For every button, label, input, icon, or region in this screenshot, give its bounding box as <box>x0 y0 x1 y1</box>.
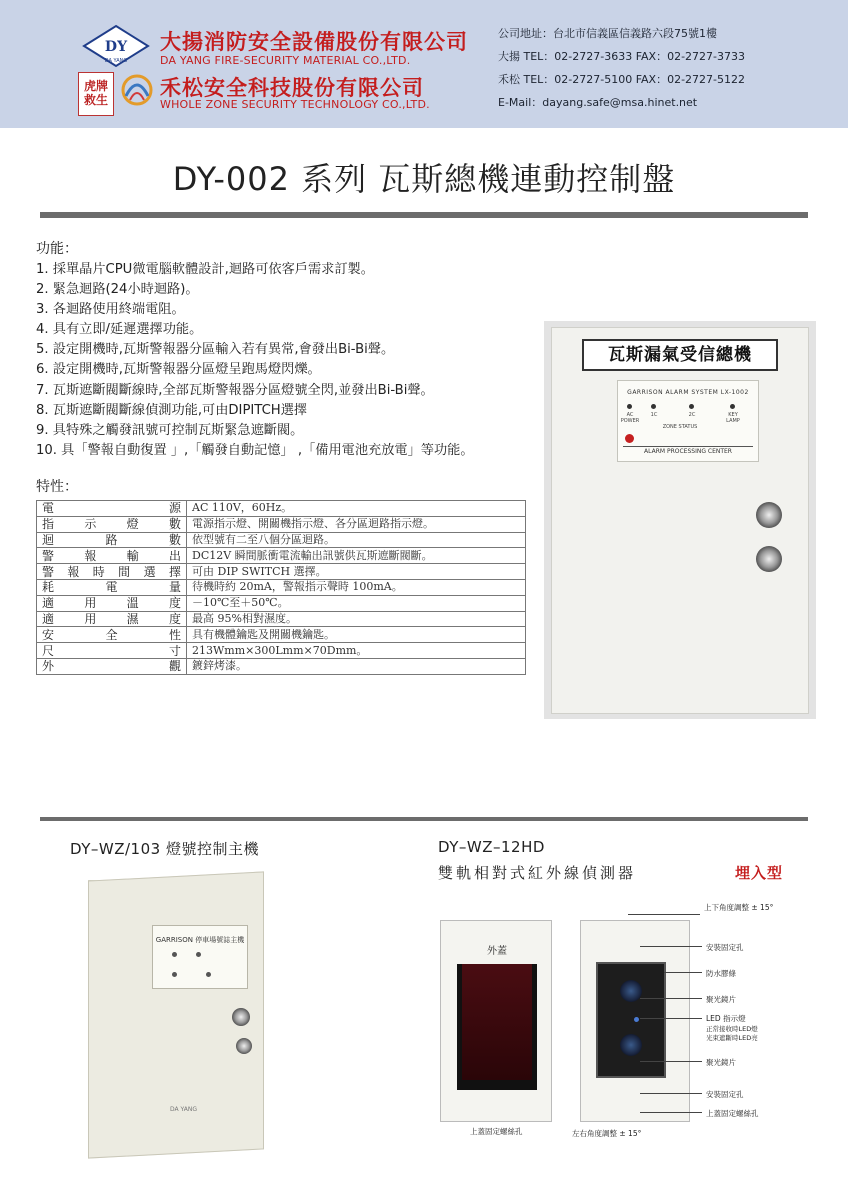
spec-key-char: 警 <box>42 548 55 563</box>
spec-key-char: 寸 <box>168 643 181 658</box>
detector-red-lens <box>462 964 532 1080</box>
window-top-text: GARRISON ALARM SYSTEM LX-1002 <box>627 389 749 396</box>
svg-text:DY: DY <box>104 39 128 55</box>
spec-key <box>37 516 187 532</box>
callout-label: 光束遮斷時LED亮 <box>706 1034 758 1042</box>
callout-line <box>640 1061 702 1062</box>
feature-item: 9. 具特殊之觸發訊號可控制瓦斯緊急遮斷閥。 <box>36 422 304 438</box>
feature-item: 7. 瓦斯遮斷閥斷線時,全部瓦斯警報器分區燈號全閃,並發出Bi-Bi聲。 <box>36 382 434 398</box>
spec-key-char: 耗 <box>42 580 55 595</box>
key-lock-icon <box>756 502 782 528</box>
spec-row <box>37 532 526 548</box>
contact-info <box>498 22 745 114</box>
key-lock-icon <box>236 1038 252 1054</box>
contact-address: 公司地址：台北市信義區信義路六段75號1樓 <box>498 27 717 40</box>
spec-key-char: 警 <box>42 564 55 579</box>
spec-key-char: 報 <box>67 564 80 579</box>
led-icon <box>634 1017 639 1022</box>
spec-key-char: 示 <box>84 517 97 532</box>
spec-key-char: 安 <box>42 627 55 642</box>
spec-key-char: 濕 <box>126 611 139 626</box>
spec-row <box>37 643 526 659</box>
product3-model: DY–WZ–12HD <box>438 838 545 856</box>
title-divider <box>40 212 808 218</box>
spec-key <box>37 658 187 674</box>
reset-button-icon <box>625 434 634 443</box>
spec-key <box>37 501 187 517</box>
callout-line <box>640 1112 702 1113</box>
spec-key-char: 適 <box>42 596 55 611</box>
spec-key-char: 度 <box>168 596 181 611</box>
spec-row <box>37 627 526 643</box>
spec-key-char: 輸 <box>126 548 139 563</box>
spec-row <box>37 501 526 517</box>
spec-key-char: 量 <box>168 580 181 595</box>
dayang-logo-icon <box>82 24 150 68</box>
spec-value: 213Wmm×300Lmm×70Dmm。 <box>187 643 526 659</box>
feature-item: 6. 設定開機時,瓦斯警報器分區燈呈跑馬燈閃爍。 <box>36 362 321 378</box>
spec-key-char: 迴 <box>42 532 55 547</box>
spec-key-char: 性 <box>168 627 181 642</box>
product3-name: 雙軌相對式紅外線偵測器 <box>438 864 637 882</box>
spec-key-char: 間 <box>118 564 131 579</box>
led-icon <box>730 404 735 409</box>
feature-item: 10. 具「警報自動復置 」,「觸發自動記憶」 ,「備用電池充放電」等功能。 <box>36 442 474 458</box>
spec-key-char: 報 <box>84 548 97 563</box>
spec-key <box>37 564 187 580</box>
led-icon <box>627 404 632 409</box>
callout-label: 安裝固定孔 <box>706 943 744 952</box>
key-lock-icon <box>232 1008 250 1026</box>
spec-key-char: 出 <box>168 548 181 563</box>
feature-item: 5. 設定開機時,瓦斯警報器分區輸入若有異常,會發出Bi-Bi聲。 <box>36 342 395 358</box>
callout-label: 安裝固定孔 <box>706 1090 744 1099</box>
company1-name-zh: 大揚消防安全設備股份有限公司 <box>160 30 468 54</box>
spec-key-char: 外 <box>42 659 55 674</box>
cover-caption: 上蓋固定螺絲孔 <box>470 1127 523 1136</box>
spec-value: AC 110V，60Hz。 <box>187 501 526 517</box>
callout-line <box>628 914 700 915</box>
spec-key-char: 度 <box>168 611 181 626</box>
led-label: AC POWER <box>620 412 640 424</box>
spec-row <box>37 579 526 595</box>
spec-key <box>37 595 187 611</box>
callout-line <box>640 998 702 999</box>
callout-line <box>640 1018 702 1019</box>
led-icon <box>196 952 201 957</box>
spec-value: 具有機體鑰匙及開關機鑰匙。 <box>187 627 526 643</box>
controller-panel-text: GARRISON 停車場號誌主機 <box>155 936 245 944</box>
feature-item: 4. 具有立即/延遲選擇功能。 <box>36 322 203 338</box>
led-icon <box>206 972 211 977</box>
spec-value: 電源指示燈、開關機指示燈、各分區迴路指示燈。 <box>187 516 526 532</box>
spec-key <box>37 643 187 659</box>
bottom-caption: 左右角度調整 ± 15° <box>572 1129 642 1138</box>
spec-row <box>37 611 526 627</box>
spec-key-char: 尺 <box>42 643 55 658</box>
spec-key-char: 選 <box>143 564 156 579</box>
spec-key-char: 數 <box>168 517 181 532</box>
company2-name-en: WHOLE ZONE SECURITY TECHNOLOGY CO.,LTD. <box>160 98 430 111</box>
spec-key-char: 用 <box>84 596 97 611</box>
spec-key <box>37 627 187 643</box>
feature-item: 1. 採單晶片CPU微電腦軟體設計,迴路可依客戶需求訂製。 <box>36 262 374 277</box>
feature-item: 3. 各迴路使用終端電阻。 <box>36 302 185 318</box>
spec-key-char: 路 <box>105 532 118 547</box>
led-icon <box>172 972 177 977</box>
callout-line <box>664 972 702 973</box>
spec-key-char: 用 <box>84 611 97 626</box>
callout-label: 聚光鏡片 <box>706 995 736 1004</box>
features-heading: 功能： <box>36 241 78 257</box>
section-divider <box>40 817 808 821</box>
spec-row <box>37 548 526 564</box>
spec-row <box>37 658 526 674</box>
callout-label: 上下角度調整 ± 15° <box>704 903 774 912</box>
zone-status-label: ZONE STATUS <box>662 424 698 430</box>
spec-key-char: 電 <box>42 501 55 516</box>
feature-item: 2. 緊急迴路(24小時迴路)。 <box>36 282 199 298</box>
callout-label: LED 指示燈 <box>706 1014 746 1023</box>
callout-line <box>640 1093 702 1094</box>
feature-item: 8. 瓦斯遮斷閥斷線偵測功能,可由DIPITCH選擇 <box>36 402 308 418</box>
spec-value: 待機時約 20mA，警報指示聲時 100mA。 <box>187 579 526 595</box>
window-bottom-text: ALARM PROCESSING CENTER <box>623 446 753 455</box>
svg-text:DA YANG: DA YANG <box>104 58 128 64</box>
product3-type-badge: 埋入型 <box>735 864 784 882</box>
led-label: KEY LAMP <box>726 412 740 424</box>
callout-label: 防水膠條 <box>706 969 736 978</box>
spec-value: －10℃至＋50℃。 <box>187 595 526 611</box>
specs-table <box>36 500 526 675</box>
spec-value: DC12V 瞬間脈衝電流輸出訊號供瓦斯遮斷閥斷。 <box>187 548 526 564</box>
spec-row <box>37 564 526 580</box>
spec-value: 最高 95%相對濕度。 <box>187 611 526 627</box>
spec-key-char: 溫 <box>126 596 139 611</box>
spec-key-char: 觀 <box>168 659 181 674</box>
spec-key <box>37 548 187 564</box>
spec-key-char: 全 <box>105 627 118 642</box>
spec-key-char: 源 <box>168 501 181 516</box>
led-label: 1C <box>650 412 658 418</box>
callout-label: 聚光鏡片 <box>706 1058 736 1067</box>
spec-row <box>37 595 526 611</box>
specs-heading: 特性： <box>36 479 78 495</box>
header-band <box>0 0 848 128</box>
callout-label: 上蓋固定螺絲孔 <box>706 1109 759 1118</box>
spec-key <box>37 579 187 595</box>
spec-value: 可由 DIP SWITCH 選擇。 <box>187 564 526 580</box>
led-icon <box>172 952 177 957</box>
company2-name-zh: 禾松安全科技股份有限公司 <box>160 76 424 100</box>
features-list <box>36 260 546 461</box>
spec-key-char: 擇 <box>168 564 181 579</box>
contact-email: E-Mail：dayang.safe@msa.hinet.net <box>498 96 698 109</box>
spec-key-char: 適 <box>42 611 55 626</box>
spec-key <box>37 611 187 627</box>
cover-label: 外蓋 <box>457 942 537 964</box>
wholezone-logo-icon <box>118 72 156 116</box>
lens-icon <box>620 980 642 1002</box>
company1-name-en: DA YANG FIRE-SECURITY MATERIAL CO.,LTD. <box>160 54 411 67</box>
spec-key-char: 指 <box>42 517 55 532</box>
led-icon <box>689 404 694 409</box>
spec-key-char: 時 <box>92 564 105 579</box>
callout-line <box>640 946 702 947</box>
spec-key-char: 數 <box>168 532 181 547</box>
spec-row <box>37 516 526 532</box>
key-lock-icon <box>756 546 782 572</box>
page-title: DY-002 系列 瓦斯總機連動控制盤 <box>172 160 676 198</box>
led-icon <box>651 404 656 409</box>
cabinet-label: 瓦斯漏氣受信總機 <box>582 339 778 371</box>
tiger-brand-logo: 虎牌救生 <box>78 72 114 116</box>
led-label: 2C <box>688 412 696 418</box>
controller-brand: DA YANG <box>170 1106 197 1113</box>
spec-key <box>37 532 187 548</box>
product2-title: DY–WZ/103 燈號控制主機 <box>70 840 259 858</box>
spec-key-char: 電 <box>105 580 118 595</box>
spec-value: 鍍鋅烤漆。 <box>187 658 526 674</box>
contact-dayang-phone: 大揚 TEL：02-2727-3633 FAX：02-2727-3733 <box>498 50 746 63</box>
contact-wholezone-phone: 禾松 TEL：02-2727-5100 FAX：02-2727-5122 <box>498 73 746 86</box>
lens-icon <box>620 1034 642 1056</box>
callout-label: 正常接收時LED燈 <box>706 1025 758 1033</box>
spec-value: 依型號有二至八個分區迴路。 <box>187 532 526 548</box>
spec-key-char: 燈 <box>126 517 139 532</box>
